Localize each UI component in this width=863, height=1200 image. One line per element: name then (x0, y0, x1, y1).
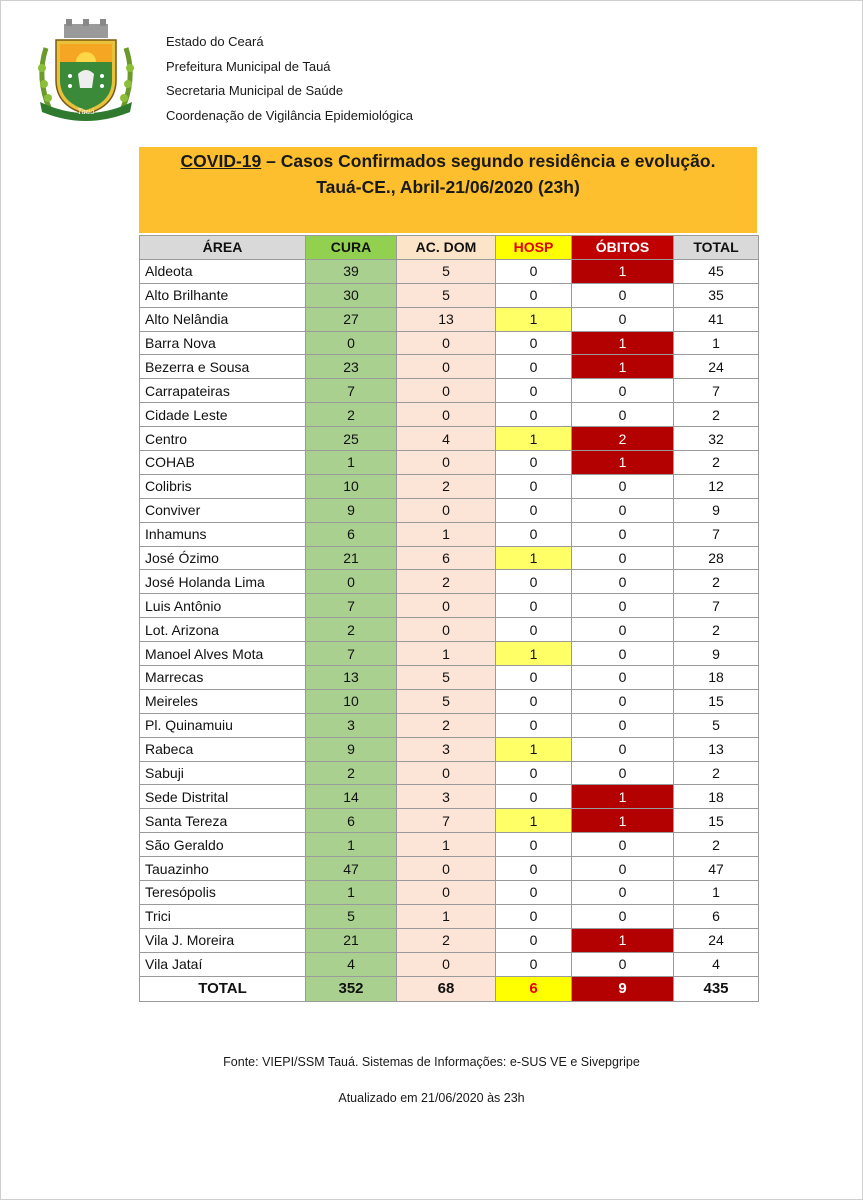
table-row (140, 785, 759, 809)
cell-area: Inhamuns (140, 522, 306, 546)
cell-obitos: 0 (572, 403, 674, 427)
cell-total: 2 (674, 403, 759, 427)
cell-obitos: 0 (572, 904, 674, 928)
total-total: 435 (674, 976, 759, 1001)
cell-area: Centro (140, 427, 306, 451)
cell-hosp: 1 (496, 809, 572, 833)
cell-obitos: 0 (572, 522, 674, 546)
cell-total: 18 (674, 785, 759, 809)
cell-hosp: 0 (496, 379, 572, 403)
cell-ac-dom: 5 (397, 666, 496, 690)
cell-hosp: 0 (496, 785, 572, 809)
report-subtitle: Tauá-CE., Abril-21/06/2020 (23h) (316, 177, 580, 197)
table-row (140, 546, 759, 570)
cell-total: 28 (674, 546, 759, 570)
cell-total: 24 (674, 355, 759, 379)
cell-obitos: 0 (572, 952, 674, 976)
cell-total: 1 (674, 331, 759, 355)
cell-area: Tauazinho (140, 857, 306, 881)
cell-total: 2 (674, 761, 759, 785)
table-row (140, 570, 759, 594)
cell-hosp: 0 (496, 259, 572, 283)
cell-ac-dom: 2 (397, 570, 496, 594)
table-row (140, 642, 759, 666)
table-total-row (140, 976, 759, 1001)
col-header-hosp: HOSP (496, 236, 572, 260)
cell-ac-dom: 0 (397, 355, 496, 379)
table-row (140, 904, 759, 928)
cell-cura: 2 (306, 618, 397, 642)
cell-ac-dom: 1 (397, 833, 496, 857)
cell-cura: 4 (306, 952, 397, 976)
table-row (140, 522, 759, 546)
cell-obitos: 0 (572, 689, 674, 713)
cell-cura: 30 (306, 283, 397, 307)
cell-ac-dom: 7 (397, 809, 496, 833)
cell-obitos: 0 (572, 379, 674, 403)
cell-obitos: 0 (572, 570, 674, 594)
cell-cura: 13 (306, 666, 397, 690)
cell-total: 24 (674, 928, 759, 952)
cell-total: 18 (674, 666, 759, 690)
cell-obitos: 0 (572, 881, 674, 905)
table-row (140, 857, 759, 881)
cell-total: 2 (674, 833, 759, 857)
total-obitos: 9 (572, 976, 674, 1001)
cell-obitos: 1 (572, 331, 674, 355)
cell-total: 9 (674, 498, 759, 522)
cell-ac-dom: 0 (397, 594, 496, 618)
table-row (140, 666, 759, 690)
cell-ac-dom: 3 (397, 785, 496, 809)
table-row (140, 594, 759, 618)
cell-hosp: 0 (496, 713, 572, 737)
cell-total: 7 (674, 594, 759, 618)
cell-hosp: 0 (496, 331, 572, 355)
cell-total: 45 (674, 259, 759, 283)
cell-obitos: 0 (572, 283, 674, 307)
cell-obitos: 0 (572, 833, 674, 857)
cell-cura: 21 (306, 546, 397, 570)
cell-obitos: 1 (572, 451, 674, 475)
cases-table (139, 235, 759, 1002)
cell-area: Barra Nova (140, 331, 306, 355)
cell-total: 5 (674, 713, 759, 737)
cell-hosp: 1 (496, 546, 572, 570)
cell-area: José Holanda Lima (140, 570, 306, 594)
cell-cura: 39 (306, 259, 397, 283)
table-row (140, 881, 759, 905)
header-coordination: Coordenação de Vigilância Epidemiológica (166, 107, 413, 123)
cell-cura: 7 (306, 594, 397, 618)
cell-ac-dom: 0 (397, 952, 496, 976)
cell-total: 13 (674, 737, 759, 761)
cell-ac-dom: 0 (397, 881, 496, 905)
cell-hosp: 1 (496, 737, 572, 761)
cell-area: Meireles (140, 689, 306, 713)
cell-area: Vila Jataí (140, 952, 306, 976)
cell-area: Teresópolis (140, 881, 306, 905)
cell-area: Trici (140, 904, 306, 928)
cell-total: 7 (674, 379, 759, 403)
cell-hosp: 0 (496, 618, 572, 642)
cell-area: Santa Tereza (140, 809, 306, 833)
table-row (140, 307, 759, 331)
cell-ac-dom: 0 (397, 618, 496, 642)
col-header-total: TOTAL (674, 236, 759, 260)
cell-total: 47 (674, 857, 759, 881)
cell-hosp: 0 (496, 689, 572, 713)
cell-cura: 47 (306, 857, 397, 881)
table-row (140, 427, 759, 451)
cell-obitos: 2 (572, 427, 674, 451)
table-row (140, 833, 759, 857)
cell-hosp: 0 (496, 666, 572, 690)
table-row (140, 618, 759, 642)
cell-cura: 5 (306, 904, 397, 928)
table-row (140, 474, 759, 498)
cell-ac-dom: 0 (397, 498, 496, 522)
table-row (140, 928, 759, 952)
svg-text:Tauá: Tauá (77, 108, 95, 116)
cell-ac-dom: 13 (397, 307, 496, 331)
cell-hosp: 0 (496, 283, 572, 307)
cell-ac-dom: 2 (397, 713, 496, 737)
cell-ac-dom: 5 (397, 283, 496, 307)
cell-obitos: 0 (572, 642, 674, 666)
cell-hosp: 0 (496, 881, 572, 905)
cell-ac-dom: 5 (397, 689, 496, 713)
cell-cura: 2 (306, 761, 397, 785)
cell-obitos: 0 (572, 857, 674, 881)
cell-cura: 0 (306, 331, 397, 355)
cell-area: Conviver (140, 498, 306, 522)
cell-total: 9 (674, 642, 759, 666)
cell-total: 7 (674, 522, 759, 546)
cell-cura: 10 (306, 689, 397, 713)
cell-area: Cidade Leste (140, 403, 306, 427)
cell-obitos: 0 (572, 618, 674, 642)
cell-area: Sede Distrital (140, 785, 306, 809)
report-title (139, 151, 757, 172)
table-row (140, 809, 759, 833)
cell-ac-dom: 0 (397, 451, 496, 475)
cell-ac-dom: 0 (397, 379, 496, 403)
table-row (140, 451, 759, 475)
cell-total: 41 (674, 307, 759, 331)
cell-area: Bezerra e Sousa (140, 355, 306, 379)
cell-total: 2 (674, 618, 759, 642)
cell-cura: 6 (306, 809, 397, 833)
table-row (140, 355, 759, 379)
cell-obitos: 0 (572, 498, 674, 522)
cell-area: Rabeca (140, 737, 306, 761)
total-ac-dom: 68 (397, 976, 496, 1001)
header-prefecture: Prefeitura Municipal de Tauá (166, 58, 331, 74)
cell-obitos: 1 (572, 355, 674, 379)
cell-area: Alto Nelândia (140, 307, 306, 331)
cell-ac-dom: 0 (397, 761, 496, 785)
table-row (140, 761, 759, 785)
cell-area: COHAB (140, 451, 306, 475)
cell-hosp: 0 (496, 857, 572, 881)
cell-area: Sabuji (140, 761, 306, 785)
report-title-box (139, 147, 757, 233)
table-header-row (140, 236, 759, 260)
cell-hosp: 0 (496, 952, 572, 976)
cell-area: Lot. Arizona (140, 618, 306, 642)
title-description: – Casos Confirmados segundo residência e evolução. (261, 151, 716, 171)
cell-obitos: 1 (572, 785, 674, 809)
cell-cura: 1 (306, 881, 397, 905)
cell-cura: 6 (306, 522, 397, 546)
municipal-crest-logo (30, 18, 142, 126)
cell-cura: 7 (306, 379, 397, 403)
cell-obitos: 0 (572, 666, 674, 690)
cell-total: 15 (674, 689, 759, 713)
cell-area: Vila J. Moreira (140, 928, 306, 952)
cell-cura: 2 (306, 403, 397, 427)
table-row (140, 379, 759, 403)
total-label: TOTAL (140, 976, 306, 1001)
footer-source: Fonte: VIEPI/SSM Tauá. Sistemas de Informações: e-SUS VE e Sivepgripe (223, 1055, 640, 1069)
cell-cura: 0 (306, 570, 397, 594)
table-row (140, 331, 759, 355)
cell-ac-dom: 1 (397, 904, 496, 928)
cell-ac-dom: 1 (397, 642, 496, 666)
cell-area: Manoel Alves Mota (140, 642, 306, 666)
cell-area: José Ózimo (140, 546, 306, 570)
cell-hosp: 0 (496, 570, 572, 594)
cell-total: 1 (674, 881, 759, 905)
cell-hosp: 0 (496, 403, 572, 427)
cell-obitos: 1 (572, 259, 674, 283)
table-row (140, 259, 759, 283)
cell-total: 6 (674, 904, 759, 928)
cell-hosp: 0 (496, 355, 572, 379)
cell-total: 15 (674, 809, 759, 833)
header-secretariat: Secretaria Municipal de Saúde (166, 83, 344, 98)
cell-area: São Geraldo (140, 833, 306, 857)
cell-hosp: 0 (496, 451, 572, 475)
cell-hosp: 0 (496, 904, 572, 928)
cell-total: 35 (674, 283, 759, 307)
cell-obitos: 1 (572, 928, 674, 952)
cell-cura: 3 (306, 713, 397, 737)
table-row (140, 689, 759, 713)
cell-cura: 25 (306, 427, 397, 451)
header-lines (166, 30, 413, 128)
cell-hosp: 1 (496, 307, 572, 331)
cell-obitos: 0 (572, 737, 674, 761)
cell-obitos: 0 (572, 474, 674, 498)
cell-total: 2 (674, 451, 759, 475)
cell-obitos: 0 (572, 307, 674, 331)
col-header-ac-dom: AC. DOM (397, 236, 496, 260)
cell-hosp: 0 (496, 833, 572, 857)
cell-hosp: 1 (496, 642, 572, 666)
cell-total: 4 (674, 952, 759, 976)
cell-total: 12 (674, 474, 759, 498)
total-cura: 352 (306, 976, 397, 1001)
cell-cura: 14 (306, 785, 397, 809)
cell-ac-dom: 3 (397, 737, 496, 761)
cell-cura: 9 (306, 498, 397, 522)
covid-label: COVID-19 (180, 151, 262, 171)
cell-ac-dom: 0 (397, 857, 496, 881)
footer-updated: Atualizado em 21/06/2020 às 23h (338, 1091, 525, 1105)
table-body (140, 259, 759, 976)
total-hosp: 6 (496, 976, 572, 1001)
col-header-obitos: ÓBITOS (572, 236, 674, 260)
cell-obitos: 0 (572, 594, 674, 618)
table-row (140, 713, 759, 737)
cell-cura: 23 (306, 355, 397, 379)
cell-hosp: 0 (496, 761, 572, 785)
cell-hosp: 0 (496, 928, 572, 952)
cell-hosp: 1 (496, 427, 572, 451)
cell-area: Carrapateiras (140, 379, 306, 403)
cell-total: 32 (674, 427, 759, 451)
header-state: Estado do Ceará (166, 34, 264, 49)
cell-cura: 21 (306, 928, 397, 952)
cell-total: 2 (674, 570, 759, 594)
cell-hosp: 0 (496, 522, 572, 546)
table-row (140, 498, 759, 522)
cell-cura: 1 (306, 451, 397, 475)
cell-ac-dom: 2 (397, 474, 496, 498)
cell-ac-dom: 6 (397, 546, 496, 570)
letterhead (30, 18, 730, 133)
col-header-cura: CURA (306, 236, 397, 260)
cell-ac-dom: 2 (397, 928, 496, 952)
cell-ac-dom: 1 (397, 522, 496, 546)
cell-hosp: 0 (496, 594, 572, 618)
cell-area: Pl. Quinamuiu (140, 713, 306, 737)
cell-area: Colibris (140, 474, 306, 498)
cell-area: Marrecas (140, 666, 306, 690)
cell-area: Aldeota (140, 259, 306, 283)
col-header-area: ÁREA (140, 236, 306, 260)
cell-ac-dom: 0 (397, 331, 496, 355)
cell-ac-dom: 5 (397, 259, 496, 283)
cell-cura: 7 (306, 642, 397, 666)
cell-hosp: 0 (496, 498, 572, 522)
table-row (140, 952, 759, 976)
cell-cura: 9 (306, 737, 397, 761)
cell-ac-dom: 0 (397, 403, 496, 427)
cell-cura: 27 (306, 307, 397, 331)
cell-obitos: 1 (572, 809, 674, 833)
table-row (140, 737, 759, 761)
cell-hosp: 0 (496, 474, 572, 498)
cell-area: Luis Antônio (140, 594, 306, 618)
table-row (140, 403, 759, 427)
cell-obitos: 0 (572, 761, 674, 785)
cell-cura: 1 (306, 833, 397, 857)
cell-obitos: 0 (572, 713, 674, 737)
cell-area: Alto Brilhante (140, 283, 306, 307)
cell-cura: 10 (306, 474, 397, 498)
cell-obitos: 0 (572, 546, 674, 570)
table-row (140, 283, 759, 307)
cell-ac-dom: 4 (397, 427, 496, 451)
